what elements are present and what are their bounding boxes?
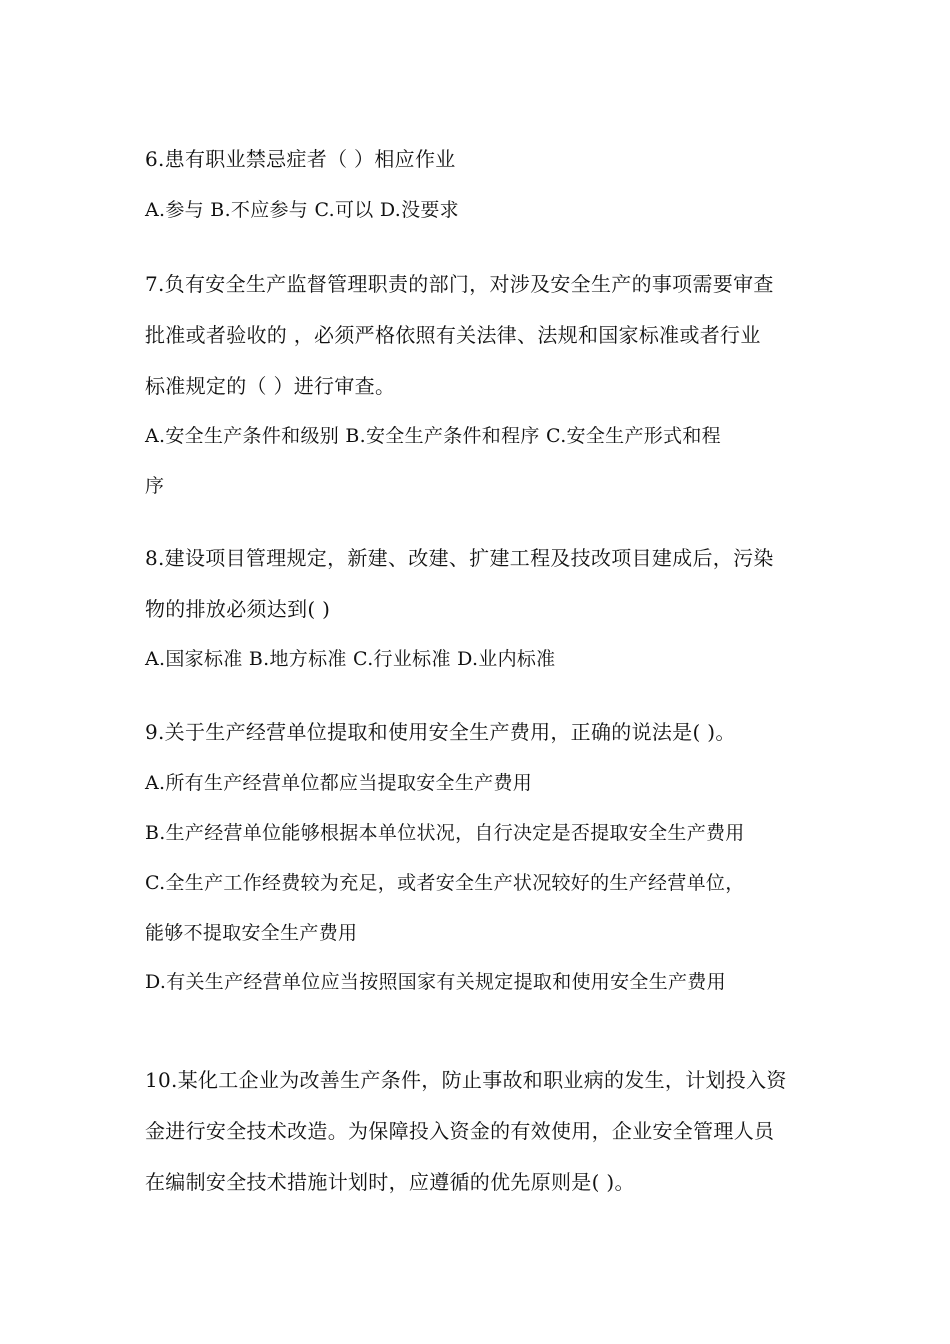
question-9-option-c-line-2: 能够不提取安全生产费用 <box>145 922 358 944</box>
question-7-stem-line-2: 批准或者验收的 ，必须严格依照有关法律、法规和国家标准或者行业 <box>145 323 761 347</box>
question-7-options-line-2: 序 <box>145 475 165 497</box>
question-9-option-a: A.所有生产经营单位都应当提取安全生产费用 <box>145 772 533 794</box>
question-9-option-c-line-1: C.全生产工作经费较为充足，或者安全生产状况较好的生产经营单位， <box>145 872 745 894</box>
question-10-stem-line-3: 在编制安全技术措施计划时，应遵循的优先原则是( )。 <box>145 1170 635 1194</box>
question-6-stem-line-1: 6.患有职业禁忌症者（ ）相应作业 <box>145 147 456 171</box>
question-9-option-b: B.生产经营单位能够根据本单位状况，自行决定是否提取安全生产费用 <box>145 822 745 844</box>
question-9-stem-line-1: 9.关于生产经营单位提取和使用安全生产费用，正确的说法是( )。 <box>145 720 736 744</box>
question-7-options-line-1: A.安全生产条件和级别 B.安全生产条件和程序 C.安全生产形式和程 <box>145 425 721 447</box>
question-10-stem-line-2: 金进行安全技术改造。为保障投入资金的有效使用，企业安全管理人员 <box>145 1119 775 1143</box>
question-8-options: A.国家标准 B.地方标准 C.行业标准 D.业内标准 <box>145 648 556 670</box>
question-7-stem-line-3: 标准规定的（ ）进行审查。 <box>145 374 396 398</box>
question-8-stem-line-1: 8.建设项目管理规定，新建、改建、扩建工程及技改项目建成后，污染 <box>145 546 774 570</box>
question-9-option-d: D.有关生产经营单位应当按照国家有关规定提取和使用安全生产费用 <box>145 971 726 993</box>
question-8-stem-line-2: 物的排放必须达到( ) <box>145 597 331 621</box>
question-7-stem-line-1: 7.负有安全生产监督管理职责的部门，对涉及安全生产的事项需要审查 <box>145 272 774 296</box>
question-6-options: A.参与 B.不应参与 C.可以 D.没要求 <box>145 199 459 221</box>
question-10-stem-line-1: 10.某化工企业为改善生产条件，防止事故和职业病的发生，计划投入资 <box>145 1068 787 1092</box>
